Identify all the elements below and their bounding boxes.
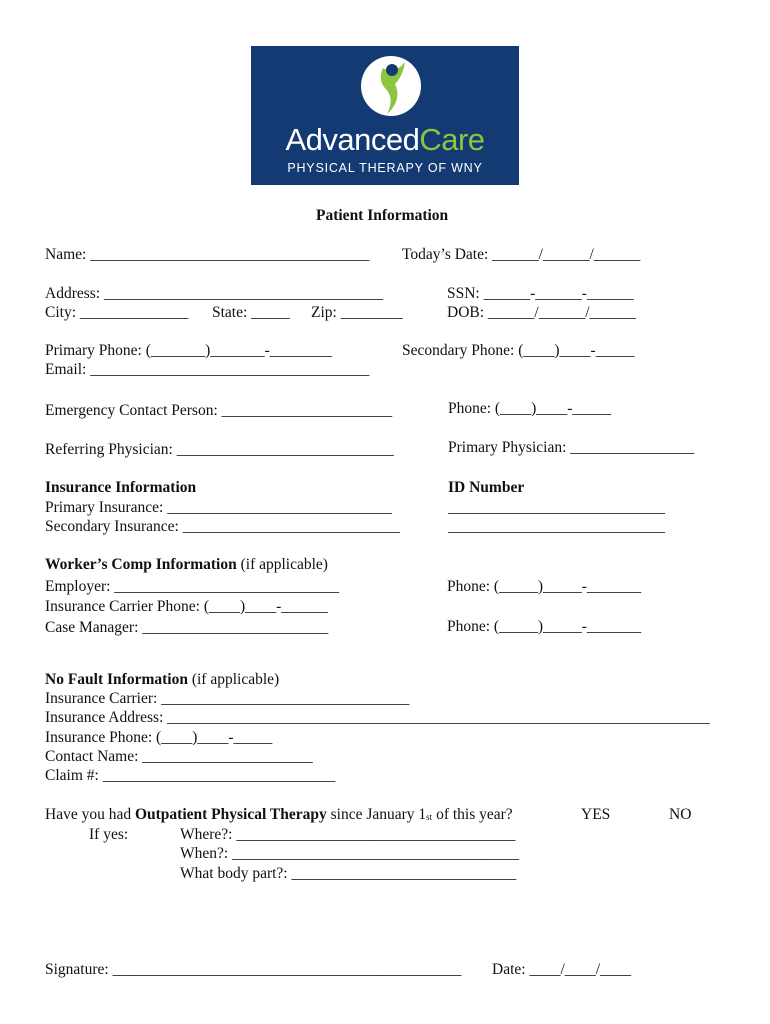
nf-claim-field[interactable]: Claim #: ______________________________ (45, 767, 336, 784)
employer-phone-field[interactable]: Phone: (_____)_____-_______ (447, 578, 642, 595)
employer-field[interactable]: Employer: _____________________________ (45, 578, 340, 595)
primary-physician-field[interactable]: Primary Physician: ________________ (448, 439, 695, 456)
state-field[interactable]: State: _____ (212, 304, 290, 321)
where-field[interactable]: Where?: ____________________________________ (180, 826, 516, 843)
company-logo (251, 46, 519, 185)
nf-carrier-field[interactable]: Insurance Carrier: ________________________________ (45, 690, 410, 707)
workers-comp-heading: Worker’s Comp Information (if applicable) (45, 556, 328, 573)
email-field[interactable]: Email: ____________________________________ (45, 361, 370, 378)
primary-id-field[interactable]: ____________________________ (448, 499, 665, 516)
insurance-heading: Insurance Information (45, 479, 197, 496)
emergency-contact-field[interactable]: Emergency Contact Person: ______________________ (45, 402, 393, 419)
case-manager-field[interactable]: Case Manager: ________________________ (45, 619, 329, 636)
logo-word-care: Care (419, 122, 485, 157)
id-number-heading: ID Number (448, 479, 525, 496)
no-option[interactable]: NO (669, 806, 692, 823)
name-field[interactable]: Name: ____________________________________ (45, 246, 370, 263)
carrier-phone-field[interactable]: Insurance Carrier Phone: (____)____-______ (45, 598, 328, 615)
secondary-id-field[interactable]: ____________________________ (448, 518, 665, 535)
city-field[interactable]: City: ______________ (45, 304, 189, 321)
body-part-field[interactable]: What body part?: _____________________________ (180, 865, 517, 882)
signature-date-field[interactable]: Date: ____/____/____ (492, 961, 632, 978)
todays-date-field[interactable]: Today’s Date: ______/______/______ (402, 246, 641, 263)
secondary-insurance-field[interactable]: Secondary Insurance: ____________________________ (45, 518, 400, 535)
case-manager-phone-field[interactable]: Phone: (_____)_____-_______ (447, 618, 642, 635)
logo-wordmark (251, 124, 519, 155)
no-fault-heading: No Fault Information (if applicable) (45, 671, 280, 688)
emergency-phone-field[interactable]: Phone: (____)____-_____ (448, 400, 612, 417)
signature-field[interactable]: Signature: _____________________________________________ (45, 961, 462, 978)
outpatient-question: Have you had Outpatient Physical Therapy since January 1st of this year? (45, 806, 513, 823)
ssn-field[interactable]: SSN: ______-______-______ (447, 285, 634, 302)
logo-word-advanced: Advanced (285, 122, 420, 157)
person-circle-logo-icon (359, 54, 423, 118)
dob-field[interactable]: DOB: ______/______/______ (447, 304, 637, 321)
logo-tagline: PHYSICAL THERAPY OF WNY (287, 161, 483, 175)
nf-address-field[interactable]: Insurance Address: ______________________________________________________________________ (45, 709, 710, 726)
nf-phone-field[interactable]: Insurance Phone: (____)____-_____ (45, 729, 273, 746)
nf-contact-field[interactable]: Contact Name: ______________________ (45, 748, 313, 765)
zip-field[interactable]: Zip: ________ (311, 304, 403, 321)
secondary-phone-field[interactable]: Secondary Phone: (____)____-_____ (402, 342, 635, 359)
address-field[interactable]: Address: ____________________________________ (45, 285, 383, 302)
if-yes-label: If yes: (89, 826, 129, 843)
primary-phone-field[interactable]: Primary Phone: (_______)_______-________ (45, 342, 332, 359)
form-title: Patient Information (316, 207, 449, 224)
when-field[interactable]: When?: _____________________________________ (180, 845, 519, 862)
referring-physician-field[interactable]: Referring Physician: ____________________________ (45, 441, 394, 458)
primary-insurance-field[interactable]: Primary Insurance: _____________________________ (45, 499, 392, 516)
yes-option[interactable]: YES (581, 806, 611, 823)
